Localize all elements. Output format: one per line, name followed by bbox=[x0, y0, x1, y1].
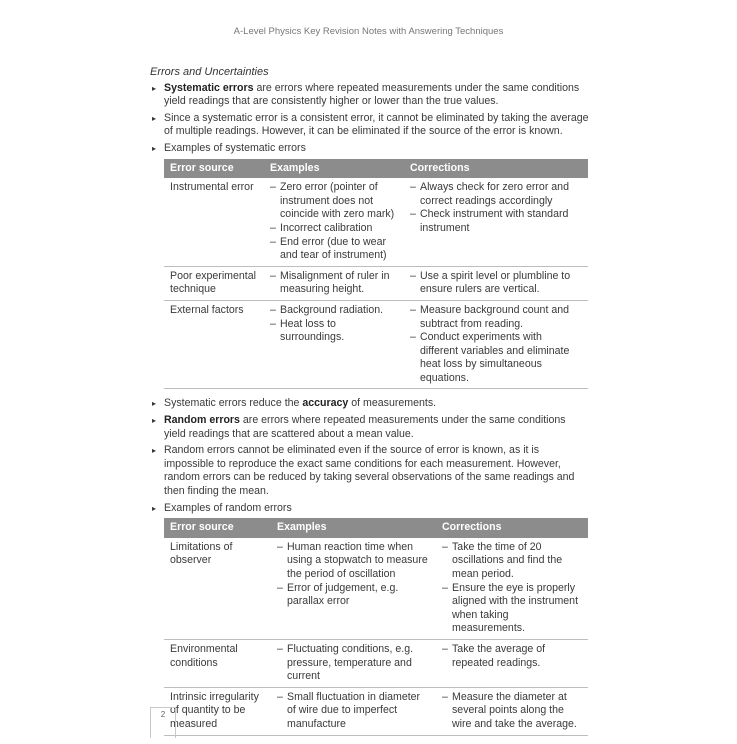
bullet-item bbox=[150, 444, 590, 498]
bullet-text: Systematic errors reduce the bbox=[164, 397, 303, 410]
example-item bbox=[277, 541, 430, 582]
dash-marker: – bbox=[270, 181, 276, 194]
dash-marker: – bbox=[270, 317, 276, 330]
header-examples: Examples bbox=[271, 518, 436, 538]
bullet-arrow-icon: ▸ bbox=[152, 83, 157, 93]
item-text: Measure the diameter at several points along the wire and take the average. bbox=[452, 690, 577, 730]
bullet-item bbox=[150, 112, 590, 139]
dash-marker: – bbox=[270, 269, 276, 282]
bullet-text: are errors where repeated measurements under the same conditions yield readings that are scattered about a mean value. bbox=[164, 414, 566, 440]
bullet-text: are errors where repeated measurements under the same conditions yield readings that are consistently higher or lower than the true values. bbox=[164, 81, 580, 108]
header-examples: Examples bbox=[264, 159, 404, 179]
dash-marker: – bbox=[410, 208, 416, 221]
example-item bbox=[270, 304, 398, 318]
random-errors-table bbox=[164, 518, 588, 735]
example-item bbox=[277, 582, 430, 609]
dash-marker: – bbox=[270, 303, 276, 316]
cell-error-source: Instrumental error bbox=[164, 178, 264, 266]
correction-item bbox=[410, 208, 582, 235]
header-error-source: Error source bbox=[164, 159, 264, 179]
item-text: End error (due to wear and tear of instrument) bbox=[280, 235, 387, 262]
item-text: Always check for zero error and correct readings accordingly bbox=[420, 181, 569, 207]
item-text: Error of judgement, e.g. parallax error bbox=[287, 581, 399, 608]
correction-item bbox=[410, 181, 582, 208]
cell-corrections bbox=[436, 538, 588, 640]
item-text: Zero error (pointer of instrument does not coincide with zero mark) bbox=[280, 181, 395, 221]
bullet-item bbox=[150, 82, 590, 109]
table-row bbox=[164, 639, 588, 687]
bullet-item bbox=[150, 502, 590, 516]
dash-marker: – bbox=[277, 690, 283, 703]
dash-marker: – bbox=[270, 235, 276, 248]
bullet-text: Examples of random errors bbox=[164, 501, 292, 514]
bold-term: accuracy bbox=[302, 397, 349, 410]
example-item bbox=[270, 181, 398, 222]
bullet-arrow-icon: ▸ bbox=[152, 416, 157, 426]
table-row bbox=[164, 266, 588, 300]
cell-error-source: Poor experimental technique bbox=[164, 266, 264, 300]
dash-marker: – bbox=[442, 540, 448, 553]
cell-corrections bbox=[404, 300, 588, 389]
bullet-item bbox=[150, 142, 590, 156]
dash-marker: – bbox=[442, 642, 448, 655]
item-text: Check instrument with standard instrument bbox=[420, 208, 569, 234]
bullet-arrow-icon: ▸ bbox=[152, 113, 157, 123]
correction-item bbox=[410, 304, 582, 331]
correction-item bbox=[410, 331, 582, 385]
example-item bbox=[270, 236, 398, 263]
bullet-text: Examples of systematic errors bbox=[164, 141, 306, 154]
cell-error-source: Environmental conditions bbox=[164, 639, 271, 687]
table-row bbox=[164, 178, 588, 266]
dash-marker: – bbox=[410, 269, 416, 282]
cell-examples bbox=[271, 639, 436, 687]
bullet-arrow-icon: ▸ bbox=[152, 503, 157, 513]
correction-item bbox=[442, 691, 582, 732]
dash-marker: – bbox=[277, 642, 283, 655]
cell-error-source: Intrinsic irregularity of quantity to be measured bbox=[164, 687, 271, 735]
item-text: Take the average of repeated readings. bbox=[452, 642, 546, 669]
bullet-list-top bbox=[150, 82, 590, 156]
bullet-arrow-icon: ▸ bbox=[152, 446, 157, 456]
cell-corrections bbox=[404, 266, 588, 300]
systematic-errors-table bbox=[164, 159, 588, 390]
dash-marker: – bbox=[442, 581, 448, 594]
cell-examples bbox=[271, 538, 436, 640]
item-text: Conduct experiments with different variables and eliminate heat loss by simultaneous equations. bbox=[420, 331, 570, 384]
example-item bbox=[270, 222, 398, 236]
correction-item bbox=[442, 643, 582, 670]
bullet-list-middle bbox=[150, 397, 590, 515]
cell-examples bbox=[264, 266, 404, 300]
bullet-item bbox=[150, 414, 590, 441]
dash-marker: – bbox=[442, 690, 448, 703]
cell-examples bbox=[264, 178, 404, 266]
item-text: Misalignment of ruler in measuring height. bbox=[280, 269, 390, 296]
cell-error-source: Limitations of observer bbox=[164, 538, 271, 640]
cell-corrections bbox=[436, 639, 588, 687]
dash-marker: – bbox=[277, 581, 283, 594]
correction-item bbox=[442, 582, 582, 636]
correction-item bbox=[442, 541, 582, 582]
example-item bbox=[277, 643, 430, 684]
bullet-text: Since a systematic error is a consistent error, it cannot be eliminated by taking the average of multiple readings. However, it can be eliminated if the source of the error is known. bbox=[164, 111, 589, 138]
item-text: Human reaction time when using a stopwatch to measure the period of oscillation bbox=[287, 540, 428, 580]
item-text: Fluctuating conditions, e.g. pressure, temperature and current bbox=[287, 642, 414, 683]
cell-error-source: External factors bbox=[164, 300, 264, 389]
page-content bbox=[150, 66, 590, 744]
item-text: Small fluctuation in diameter of wire due to imperfect manufacture bbox=[287, 690, 421, 730]
dash-marker: – bbox=[410, 331, 416, 344]
correction-item bbox=[410, 270, 582, 297]
header-error-source: Error source bbox=[164, 518, 271, 538]
table-row bbox=[164, 300, 588, 389]
item-text: Take the time of 20 oscillations and find the mean period. bbox=[452, 540, 563, 580]
example-item bbox=[270, 270, 398, 297]
bullet-arrow-icon: ▸ bbox=[152, 399, 157, 409]
item-text: Background radiation. bbox=[280, 303, 384, 316]
bullet-arrow-icon: ▸ bbox=[152, 143, 157, 153]
dash-marker: – bbox=[277, 540, 283, 553]
bullet-item bbox=[150, 397, 590, 411]
item-text: Incorrect calibration bbox=[280, 221, 373, 234]
page-number: 2 bbox=[160, 710, 166, 719]
bold-term: Random errors bbox=[164, 414, 240, 427]
cell-corrections bbox=[436, 687, 588, 735]
section-title: Errors and Uncertainties bbox=[150, 66, 269, 78]
table-header-row bbox=[164, 159, 588, 179]
dash-marker: – bbox=[270, 221, 276, 234]
header-corrections: Corrections bbox=[436, 518, 588, 538]
dash-marker: – bbox=[410, 303, 416, 316]
item-text: Ensure the eye is properly aligned with the instrument when taking measurements. bbox=[452, 581, 579, 635]
page-number-box bbox=[150, 707, 176, 738]
item-text: Use a spirit level or plumbline to ensure rulers are vertical. bbox=[420, 269, 571, 296]
item-text: Measure background count and subtract from reading. bbox=[420, 303, 570, 330]
dash-marker: – bbox=[410, 181, 416, 194]
cell-corrections bbox=[404, 178, 588, 266]
cell-examples bbox=[271, 687, 436, 735]
example-item bbox=[270, 318, 398, 345]
bold-term: Systematic errors bbox=[164, 81, 254, 94]
table-row bbox=[164, 687, 588, 735]
cell-examples bbox=[264, 300, 404, 389]
header-corrections: Corrections bbox=[404, 159, 588, 179]
item-text: Heat loss to surroundings. bbox=[280, 317, 345, 344]
example-item bbox=[277, 691, 430, 732]
table-header-row bbox=[164, 518, 588, 538]
bullet-text: Random errors cannot be eliminated even if the source of error is known, as it is impossible to reproduce the exact same conditions for each measurement. However, random errors can be reduced by taking several observations of the same readings and then finding the mean. bbox=[164, 444, 575, 498]
table-row bbox=[164, 538, 588, 640]
bullet-text: of measurements. bbox=[348, 397, 437, 410]
running-head: A-Level Physics Key Revision Notes with Answering Techniques bbox=[233, 26, 504, 37]
